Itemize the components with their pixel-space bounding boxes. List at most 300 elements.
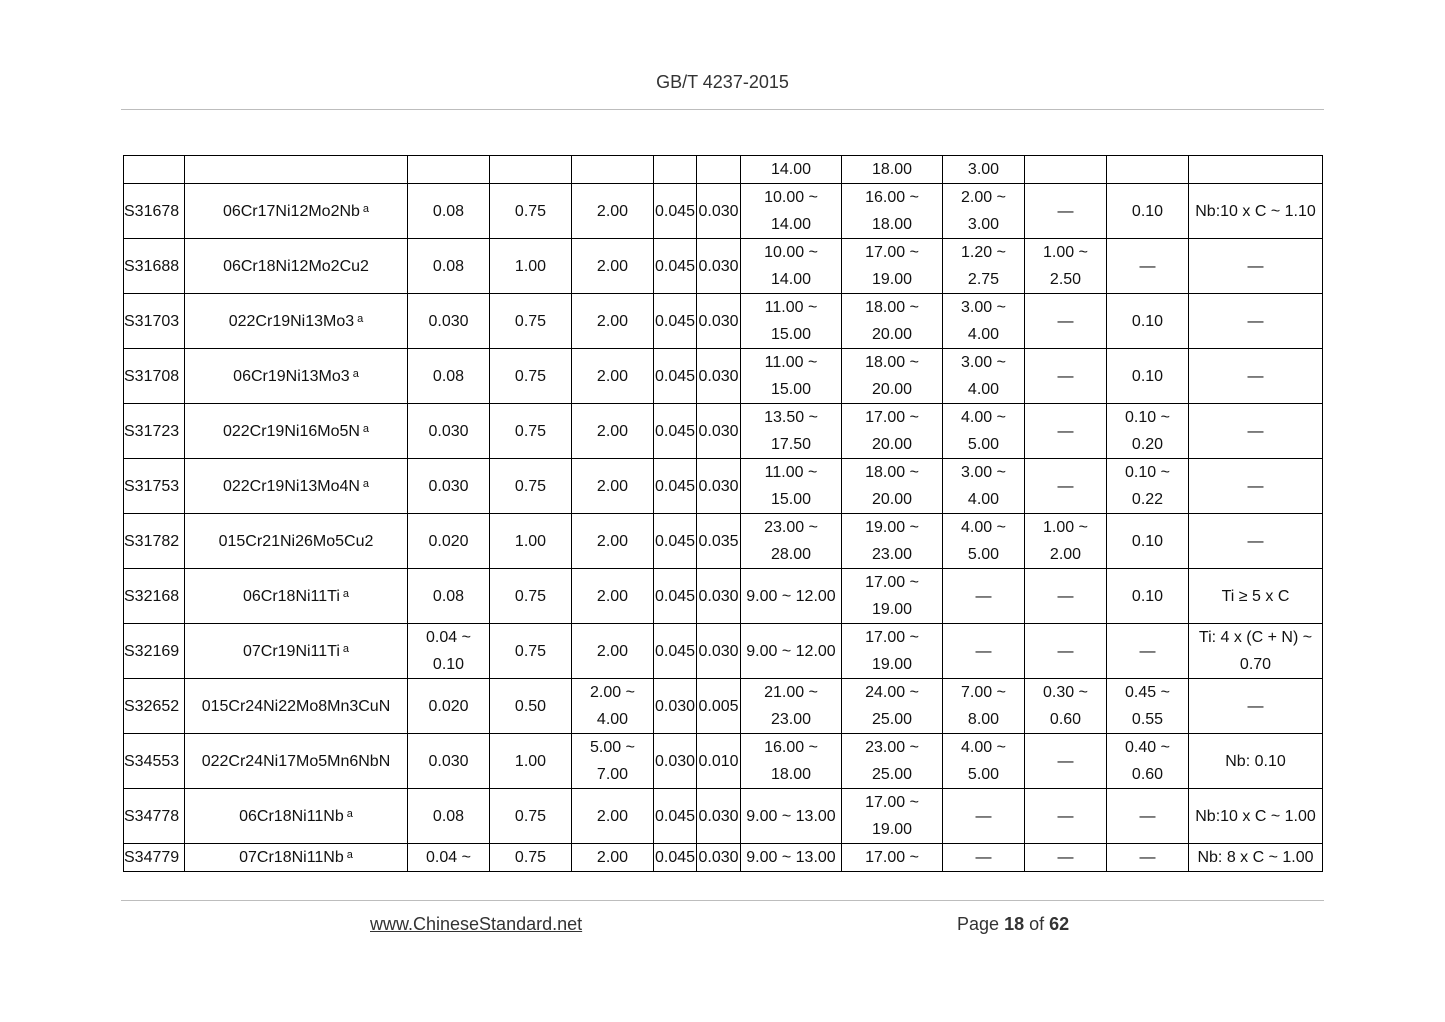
cell-cu: — bbox=[1025, 789, 1107, 844]
footnote-mark: a bbox=[362, 202, 370, 215]
cell-line: 15.00 bbox=[770, 381, 812, 398]
cell-mo bbox=[943, 514, 1025, 569]
table-row bbox=[124, 514, 1323, 569]
cell-line: 0.60 bbox=[1049, 711, 1082, 728]
page-of: of bbox=[1029, 914, 1045, 934]
cell-mn: 2.00 bbox=[572, 514, 654, 569]
cell-line: 2.50 bbox=[1049, 271, 1082, 288]
page-current: 18 bbox=[1004, 914, 1025, 934]
cell-code: S31723 bbox=[124, 404, 185, 459]
cell-line: 17.00 ~ bbox=[865, 794, 919, 811]
cell-ni: 9.00 ~ 12.00 bbox=[741, 624, 842, 679]
cell-line: 14.00 bbox=[770, 216, 812, 233]
cell-line: 2.75 bbox=[967, 271, 1000, 288]
cell-mn bbox=[572, 156, 654, 184]
cell-s: 0.030 bbox=[697, 184, 741, 239]
cell-n bbox=[1107, 404, 1189, 459]
cell-n bbox=[1107, 679, 1189, 734]
cell-s: 0.030 bbox=[697, 844, 741, 872]
cell-mo bbox=[943, 459, 1025, 514]
cell-line: 25.00 bbox=[871, 766, 913, 783]
cell-line: 2.00 ~ bbox=[961, 189, 1006, 206]
cell-c: 0.08 bbox=[408, 349, 490, 404]
cell-line: 10.00 ~ bbox=[764, 244, 818, 261]
cell-line: 18.00 ~ bbox=[865, 299, 919, 316]
grade-text: 06Cr19Ni13Mo3 bbox=[233, 367, 350, 385]
cell-line: 18.00 bbox=[871, 216, 913, 233]
cell-c: 0.030 bbox=[408, 404, 490, 459]
cell-ni bbox=[741, 404, 842, 459]
cell-ni bbox=[741, 184, 842, 239]
table-row bbox=[124, 569, 1323, 624]
footnote-mark: a bbox=[342, 642, 350, 655]
cell-line: 17.00 ~ bbox=[865, 409, 919, 426]
cell-n: 0.10 bbox=[1107, 349, 1189, 404]
cell-code bbox=[124, 156, 185, 184]
cell-code: S31703 bbox=[124, 294, 185, 349]
cell-cr: 17.00 ~ bbox=[842, 844, 943, 872]
grade-text: 022Cr19Ni13Mo4N bbox=[222, 477, 360, 495]
cell-other: Ti ≥ 5 x C bbox=[1189, 569, 1323, 624]
cell-s: 0.030 bbox=[697, 624, 741, 679]
cell-line: 3.00 ~ bbox=[961, 464, 1006, 481]
cell-line: 7.00 bbox=[596, 766, 629, 783]
composition-table bbox=[123, 155, 1323, 872]
table-row bbox=[124, 679, 1323, 734]
cell-si: 0.75 bbox=[490, 459, 572, 514]
cell-code: S31782 bbox=[124, 514, 185, 569]
cell-s: 0.030 bbox=[697, 294, 741, 349]
cell-line: 28.00 bbox=[770, 546, 812, 563]
table-body bbox=[124, 156, 1323, 872]
cell-line: 23.00 bbox=[871, 546, 913, 563]
cell-cr bbox=[842, 679, 943, 734]
cell-mo bbox=[943, 679, 1025, 734]
cell-code: S34553 bbox=[124, 734, 185, 789]
header-divider bbox=[121, 109, 1324, 110]
cell-code: S31688 bbox=[124, 239, 185, 294]
cell-line: 5.00 bbox=[967, 766, 1000, 783]
cell-n bbox=[1107, 156, 1189, 184]
cell-line: 3.00 ~ bbox=[961, 354, 1006, 371]
cell-grade bbox=[185, 294, 408, 349]
cell-mn bbox=[572, 734, 654, 789]
cell-cr bbox=[842, 239, 943, 294]
cell-line: Ti: 4 x (C + N) ~ bbox=[1198, 629, 1313, 646]
cell-c: 0.030 bbox=[408, 294, 490, 349]
cell-line: 8.00 bbox=[967, 711, 1000, 728]
cell-line: 4.00 bbox=[967, 326, 1000, 343]
cell-mo bbox=[943, 349, 1025, 404]
cell-s: 0.010 bbox=[697, 734, 741, 789]
cell-p: 0.045 bbox=[654, 184, 697, 239]
cell-mo bbox=[943, 734, 1025, 789]
cell-cr bbox=[842, 404, 943, 459]
cell-line: 0.55 bbox=[1131, 711, 1164, 728]
cell-line: 0.22 bbox=[1131, 491, 1164, 508]
grade-text: 015Cr24Ni22Mo8Mn3CuN bbox=[201, 697, 391, 715]
cell-mn: 2.00 bbox=[572, 184, 654, 239]
cell-line: 23.00 ~ bbox=[865, 739, 919, 756]
cell-n: 0.10 bbox=[1107, 294, 1189, 349]
cell-c: 0.08 bbox=[408, 569, 490, 624]
cell-c: 0.030 bbox=[408, 734, 490, 789]
cell-cr bbox=[842, 514, 943, 569]
cell-c: 0.020 bbox=[408, 679, 490, 734]
cell-other: — bbox=[1189, 459, 1323, 514]
cell-c: 0.04 ~ bbox=[408, 844, 490, 872]
cell-line: 0.70 bbox=[1239, 656, 1272, 673]
cell-n: — bbox=[1107, 239, 1189, 294]
cell-cr bbox=[842, 349, 943, 404]
cell-line: 13.50 ~ bbox=[764, 409, 818, 426]
cell-code: S31678 bbox=[124, 184, 185, 239]
cell-other bbox=[1189, 624, 1323, 679]
cell-grade bbox=[185, 156, 408, 184]
table-row bbox=[124, 294, 1323, 349]
cell-line: 5.00 ~ bbox=[590, 739, 635, 756]
cell-line: 4.00 ~ bbox=[961, 409, 1006, 426]
cell-other: — bbox=[1189, 514, 1323, 569]
cell-line: 18.00 ~ bbox=[865, 354, 919, 371]
cell-cu bbox=[1025, 514, 1107, 569]
cell-line: 2.00 ~ bbox=[590, 684, 635, 701]
cell-grade bbox=[185, 514, 408, 569]
cell-ni bbox=[741, 734, 842, 789]
cell-grade bbox=[185, 349, 408, 404]
cell-line: 21.00 ~ bbox=[764, 684, 818, 701]
cell-code: S32168 bbox=[124, 569, 185, 624]
cell-line: 0.04 ~ bbox=[426, 629, 471, 646]
cell-n bbox=[1107, 459, 1189, 514]
cell-code: S31708 bbox=[124, 349, 185, 404]
cell-mo: — bbox=[943, 844, 1025, 872]
cell-mn: 2.00 bbox=[572, 239, 654, 294]
cell-s: 0.005 bbox=[697, 679, 741, 734]
cell-line: 24.00 ~ bbox=[865, 684, 919, 701]
cell-mn bbox=[572, 679, 654, 734]
cell-grade bbox=[185, 239, 408, 294]
cell-line: 19.00 bbox=[871, 601, 913, 618]
table-row bbox=[124, 239, 1323, 294]
cell-line: 4.00 ~ bbox=[961, 519, 1006, 536]
cell-si: 0.75 bbox=[490, 789, 572, 844]
cell-line: 17.00 ~ bbox=[865, 244, 919, 261]
cell-line: 19.00 bbox=[871, 656, 913, 673]
table-row bbox=[124, 624, 1323, 679]
cell-line: 5.00 bbox=[967, 546, 1000, 563]
cell-p: 0.045 bbox=[654, 514, 697, 569]
cell-cu: — bbox=[1025, 294, 1107, 349]
cell-mn: 2.00 bbox=[572, 789, 654, 844]
cell-mn: 2.00 bbox=[572, 294, 654, 349]
cell-line: 4.00 bbox=[967, 381, 1000, 398]
cell-c: 0.030 bbox=[408, 459, 490, 514]
cell-line: 0.40 ~ bbox=[1125, 739, 1170, 756]
cell-cu: — bbox=[1025, 844, 1107, 872]
table-row-continuation bbox=[124, 156, 1323, 184]
cell-line: 0.45 ~ bbox=[1125, 684, 1170, 701]
cell-grade bbox=[185, 184, 408, 239]
cell-line: 17.00 ~ bbox=[865, 574, 919, 591]
cell-cu bbox=[1025, 679, 1107, 734]
cell-line: 7.00 ~ bbox=[961, 684, 1006, 701]
cell-c bbox=[408, 156, 490, 184]
cell-line: 18.00 ~ bbox=[865, 464, 919, 481]
cell-ni: 9.00 ~ 13.00 bbox=[741, 789, 842, 844]
cell-line: 23.00 ~ bbox=[764, 519, 818, 536]
cell-line: 1.00 ~ bbox=[1043, 519, 1088, 536]
cell-line: 3.00 bbox=[967, 216, 1000, 233]
cell-line: 19.00 ~ bbox=[865, 519, 919, 536]
cell-ni: 9.00 ~ 12.00 bbox=[741, 569, 842, 624]
cell-line: 11.00 ~ bbox=[764, 354, 818, 371]
cell-p: 0.030 bbox=[654, 734, 697, 789]
cell-line: 1.20 ~ bbox=[961, 244, 1006, 261]
grade-text: 022Cr19Ni13Mo3 bbox=[228, 312, 355, 330]
cell-other: — bbox=[1189, 294, 1323, 349]
cell-mn: 2.00 bbox=[572, 349, 654, 404]
cell-ni: 9.00 ~ 13.00 bbox=[741, 844, 842, 872]
cell-cu: — bbox=[1025, 459, 1107, 514]
cell-c bbox=[408, 624, 490, 679]
cell-line: 16.00 ~ bbox=[865, 189, 919, 206]
cell-mn: 2.00 bbox=[572, 624, 654, 679]
cell-s: 0.030 bbox=[697, 404, 741, 459]
cell-cr bbox=[842, 569, 943, 624]
cell-c: 0.08 bbox=[408, 789, 490, 844]
cell-other bbox=[1189, 156, 1323, 184]
cell-si: 0.75 bbox=[490, 349, 572, 404]
footer-divider bbox=[121, 900, 1324, 901]
cell-cu: — bbox=[1025, 184, 1107, 239]
grade-text: 06Cr18Ni12Mo2Cu2 bbox=[223, 257, 369, 275]
cell-line: 10.00 ~ bbox=[764, 189, 818, 206]
cell-line: 0.10 ~ bbox=[1125, 464, 1170, 481]
table-row bbox=[124, 844, 1323, 872]
cell-si: 0.50 bbox=[490, 679, 572, 734]
cell-s: 0.030 bbox=[697, 459, 741, 514]
grade-text: 06Cr18Ni11Ti bbox=[242, 587, 340, 605]
cell-s: 0.035 bbox=[697, 514, 741, 569]
cell-line: 11.00 ~ bbox=[764, 299, 818, 316]
cell-c: 0.08 bbox=[408, 184, 490, 239]
document-header-title: GB/T 4237-2015 bbox=[656, 72, 789, 92]
cell-n bbox=[1107, 734, 1189, 789]
table-row bbox=[124, 349, 1323, 404]
cell-grade bbox=[185, 734, 408, 789]
cell-mo: — bbox=[943, 789, 1025, 844]
cell-p: 0.045 bbox=[654, 624, 697, 679]
cell-cr bbox=[842, 459, 943, 514]
cell-p: 0.030 bbox=[654, 679, 697, 734]
grade-text: 07Cr19Ni11Ti bbox=[242, 642, 340, 660]
cell-mn: 2.00 bbox=[572, 459, 654, 514]
cell-grade bbox=[185, 459, 408, 514]
cell-si: 0.75 bbox=[490, 404, 572, 459]
cell-ni bbox=[741, 459, 842, 514]
cell-line: 15.00 bbox=[770, 326, 812, 343]
cell-line: 19.00 bbox=[871, 821, 913, 838]
cell-cr: 18.00 bbox=[842, 156, 943, 184]
cell-p: 0.045 bbox=[654, 239, 697, 294]
cell-other: Nb: 0.10 bbox=[1189, 734, 1323, 789]
cell-s bbox=[697, 156, 741, 184]
cell-ni bbox=[741, 294, 842, 349]
cell-si: 0.75 bbox=[490, 844, 572, 872]
cell-cr bbox=[842, 734, 943, 789]
cell-grade bbox=[185, 679, 408, 734]
cell-code: S32169 bbox=[124, 624, 185, 679]
cell-code: S32652 bbox=[124, 679, 185, 734]
cell-si: 0.75 bbox=[490, 624, 572, 679]
grade-text: 022Cr24Ni17Mo5Mn6NbN bbox=[201, 752, 391, 770]
table-row bbox=[124, 789, 1323, 844]
cell-ni bbox=[741, 349, 842, 404]
cell-line: 20.00 bbox=[871, 436, 913, 453]
cell-line: 19.00 bbox=[871, 271, 913, 288]
footnote-mark: a bbox=[362, 422, 370, 435]
cell-line: 5.00 bbox=[967, 436, 1000, 453]
cell-n: 0.10 bbox=[1107, 184, 1189, 239]
cell-ni: 14.00 bbox=[741, 156, 842, 184]
footnote-mark: a bbox=[346, 807, 353, 820]
cell-p bbox=[654, 156, 697, 184]
footnote-mark: a bbox=[342, 587, 350, 600]
cell-line: 17.00 ~ bbox=[865, 629, 919, 646]
cell-si: 0.75 bbox=[490, 569, 572, 624]
cell-si: 1.00 bbox=[490, 239, 572, 294]
cell-cr bbox=[842, 789, 943, 844]
cell-cr bbox=[842, 294, 943, 349]
cell-line: 17.50 bbox=[770, 436, 812, 453]
table-row bbox=[124, 184, 1323, 239]
cell-mn: 2.00 bbox=[572, 404, 654, 459]
cell-line: 0.20 bbox=[1131, 436, 1164, 453]
cell-n: — bbox=[1107, 789, 1189, 844]
cell-p: 0.045 bbox=[654, 349, 697, 404]
cell-p: 0.045 bbox=[654, 294, 697, 349]
cell-line: 20.00 bbox=[871, 326, 913, 343]
cell-grade bbox=[185, 404, 408, 459]
cell-line: 2.00 bbox=[1049, 546, 1082, 563]
cell-n: — bbox=[1107, 624, 1189, 679]
cell-line: 23.00 bbox=[770, 711, 812, 728]
cell-grade bbox=[185, 844, 408, 872]
cell-p: 0.045 bbox=[654, 789, 697, 844]
cell-other: — bbox=[1189, 239, 1323, 294]
page-prefix: Page bbox=[957, 914, 1000, 934]
cell-line: 0.10 bbox=[432, 656, 465, 673]
cell-cu bbox=[1025, 239, 1107, 294]
cell-n: 0.10 bbox=[1107, 569, 1189, 624]
cell-grade bbox=[185, 789, 408, 844]
cell-mo: — bbox=[943, 569, 1025, 624]
cell-line: 4.00 bbox=[967, 491, 1000, 508]
cell-line: 1.00 ~ bbox=[1043, 244, 1088, 261]
grade-text: 06Cr17Ni12Mo2Nb bbox=[222, 202, 360, 220]
cell-mo: — bbox=[943, 624, 1025, 679]
cell-mo bbox=[943, 294, 1025, 349]
cell-s: 0.030 bbox=[697, 349, 741, 404]
cell-line: 11.00 ~ bbox=[764, 464, 818, 481]
cell-line: 20.00 bbox=[871, 491, 913, 508]
cell-mn: 2.00 bbox=[572, 844, 654, 872]
footnote-mark: a bbox=[352, 367, 359, 380]
cell-line: 16.00 ~ bbox=[764, 739, 818, 756]
grade-text: 07Cr18Ni11Nb bbox=[239, 849, 344, 866]
cell-cu: — bbox=[1025, 404, 1107, 459]
cell-c: 0.020 bbox=[408, 514, 490, 569]
cell-line: 4.00 bbox=[596, 711, 629, 728]
table-row bbox=[124, 734, 1323, 789]
cell-si: 1.00 bbox=[490, 734, 572, 789]
cell-grade bbox=[185, 569, 408, 624]
cell-si: 1.00 bbox=[490, 514, 572, 569]
cell-cr bbox=[842, 184, 943, 239]
table-row bbox=[124, 404, 1323, 459]
cell-line: 4.00 ~ bbox=[961, 739, 1006, 756]
cell-mo bbox=[943, 184, 1025, 239]
footnote-mark: a bbox=[346, 849, 353, 861]
cell-ni bbox=[741, 239, 842, 294]
cell-line: 0.30 ~ bbox=[1043, 684, 1088, 701]
cell-other: Nb:10 x C ~ 1.10 bbox=[1189, 184, 1323, 239]
cell-c: 0.08 bbox=[408, 239, 490, 294]
cell-other: — bbox=[1189, 349, 1323, 404]
cell-line: 15.00 bbox=[770, 491, 812, 508]
footer-website-link[interactable]: www.ChineseStandard.net bbox=[370, 914, 583, 934]
cell-n: — bbox=[1107, 844, 1189, 872]
cell-p: 0.045 bbox=[654, 404, 697, 459]
cell-code: S34779 bbox=[124, 844, 185, 872]
cell-cu: — bbox=[1025, 734, 1107, 789]
page-total: 62 bbox=[1049, 914, 1070, 934]
cell-si: 0.75 bbox=[490, 294, 572, 349]
cell-line: 0.60 bbox=[1131, 766, 1164, 783]
cell-line: 3.00 ~ bbox=[961, 299, 1006, 316]
cell-other: Nb:10 x C ~ 1.00 bbox=[1189, 789, 1323, 844]
cell-p: 0.045 bbox=[654, 569, 697, 624]
cell-s: 0.030 bbox=[697, 569, 741, 624]
cell-si bbox=[490, 156, 572, 184]
cell-ni bbox=[741, 679, 842, 734]
cell-cu: — bbox=[1025, 569, 1107, 624]
cell-s: 0.030 bbox=[697, 239, 741, 294]
cell-other: — bbox=[1189, 404, 1323, 459]
cell-code: S34778 bbox=[124, 789, 185, 844]
cell-s: 0.030 bbox=[697, 789, 741, 844]
cell-cu: — bbox=[1025, 624, 1107, 679]
grade-text: 06Cr18Ni11Nb bbox=[239, 807, 344, 825]
cell-line: 18.00 bbox=[770, 766, 812, 783]
cell-grade bbox=[185, 624, 408, 679]
cell-mn: 2.00 bbox=[572, 569, 654, 624]
cell-ni bbox=[741, 514, 842, 569]
cell-line: 0.10 ~ bbox=[1125, 409, 1170, 426]
cell-mo: 3.00 bbox=[943, 156, 1025, 184]
cell-n: 0.10 bbox=[1107, 514, 1189, 569]
cell-other: — bbox=[1189, 679, 1323, 734]
footer-page-number bbox=[957, 914, 1069, 935]
cell-code: S31753 bbox=[124, 459, 185, 514]
table-row bbox=[124, 459, 1323, 514]
grade-text: 022Cr19Ni16Mo5N bbox=[222, 422, 360, 440]
cell-line: 25.00 bbox=[871, 711, 913, 728]
cell-si: 0.75 bbox=[490, 184, 572, 239]
cell-other: Nb: 8 x C ~ 1.00 bbox=[1189, 844, 1323, 872]
cell-line: 14.00 bbox=[770, 271, 812, 288]
